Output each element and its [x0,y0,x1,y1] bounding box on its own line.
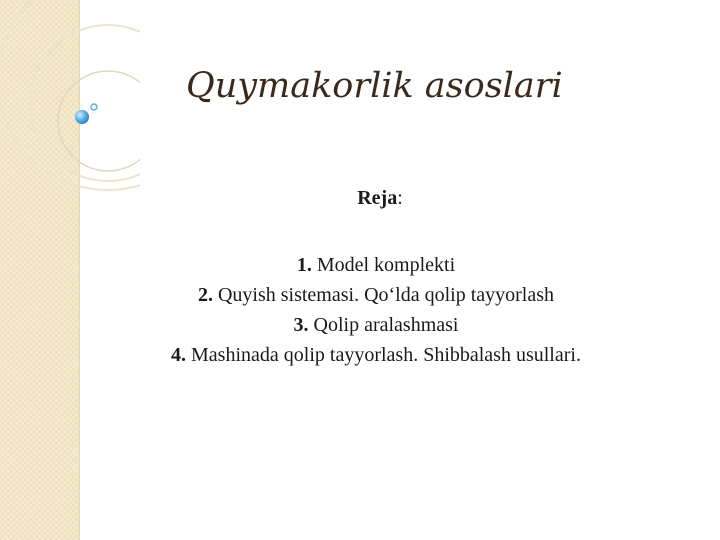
deco-medium-circle [30,25,140,181]
plan-item-2 [0,280,720,310]
plan-item-number: 1. [296,254,312,276]
plan-item-number: 3. [293,314,309,336]
plan-item-text: Mashinada qolip tayyorlash. Shibbalash usullari. [186,344,581,366]
decorative-circles [0,0,140,260]
slide-title: Quymakorlik asoslari [186,66,563,106]
plan-item-text: Model komplekti [311,254,456,276]
plan-heading-colon: : [397,187,403,209]
plan-item-text: Quyish sistemasi. Qo‘lda qolip tayyorlash [212,284,555,306]
plan-item-3 [0,310,720,340]
plan-item-text: Qolip aralashmasi [308,314,459,336]
blue-dot-large-icon [75,110,89,124]
blue-dot-small-icon [91,104,97,110]
plan-item-4 [0,340,720,370]
deco-large-circle [0,0,140,190]
plan-item-1 [0,250,720,280]
plan-list [0,250,720,370]
plan-heading [0,187,720,210]
plan-item-number: 4. [171,344,187,366]
plan-item-number: 2. [197,284,213,306]
plan-heading-word: Reja [357,187,398,209]
deco-inner-circle [58,71,140,171]
